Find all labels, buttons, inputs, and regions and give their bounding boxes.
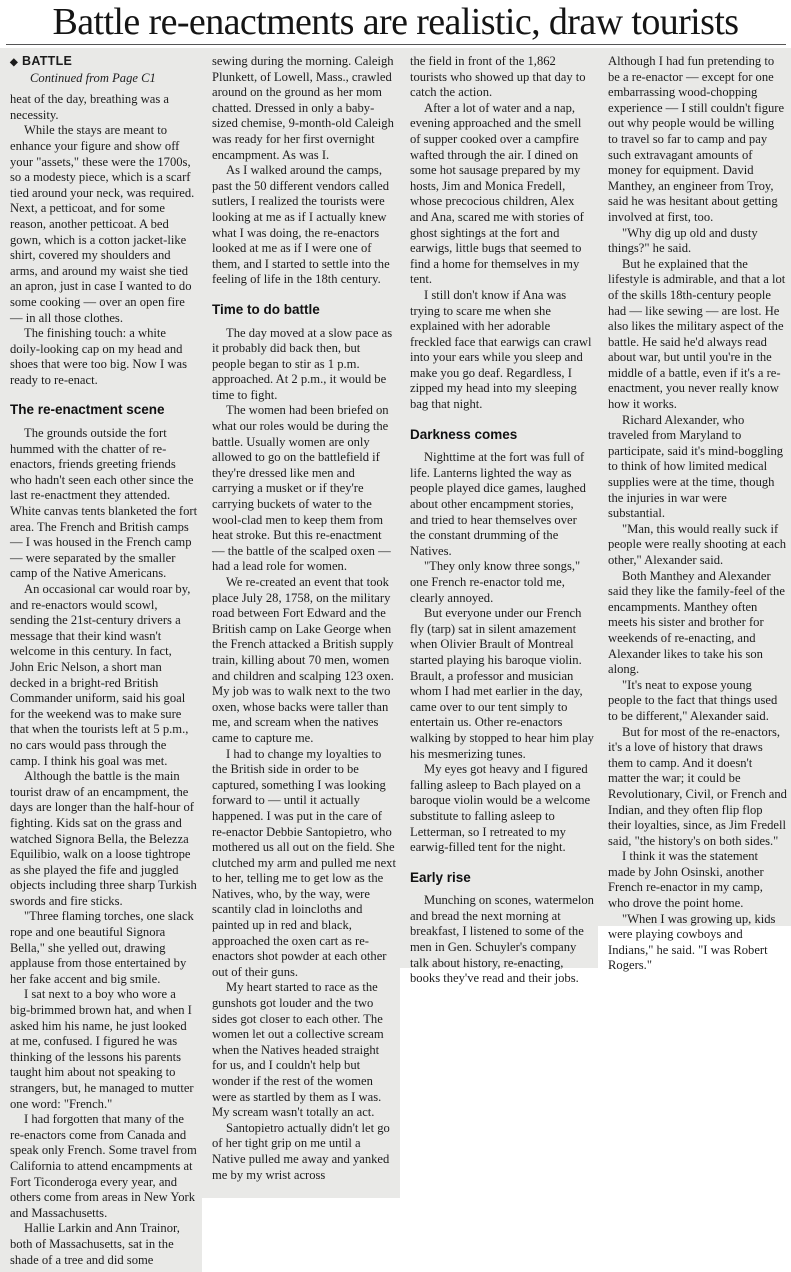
paragraph: We re-created an event that took place July 28, 1758, on the military road between Fort Edward and the British camp on Lake George when the French attacked a British supply train, killing about 70 men, women and children and scalping 123 oxen. My job was to walk next to the two oxen, whose backs were taller than me, and scream when the natives came to capture me. [212, 575, 394, 745]
paragraph: But he explained that the lifestyle is admirable, and that a lot of the skills 18th-century people had — like sewing — are lost. He also likes the military aspect of the battle. He said he'd always read about war, but until you're in the middle of a battle, even if it's a re-enactment, you never really know how it works. [608, 256, 786, 412]
paragraph: I sat next to a boy who wore a big-brimmed brown hat, and when I asked him his name, he just looked at me, confused. I figured he was thinking of the lessons his parents taught him about not speaking to strangers, but, he managed to mutter one word: "French." [10, 987, 194, 1111]
paragraph: I think it was the statement made by John Osinski, another French re-enactor in my camp, who drove the point home. [608, 849, 764, 911]
paragraph: Although the battle is the main tourist draw of an encampment, the days are longer than the half-hour of fighting. Kids sat on the grass and watched Signora Bella, the Belezza Equilibio, walk on a loose tightrope as she played the fife and juggled objects including three sharp Turkish swords and fire sticks. [10, 769, 197, 908]
paragraph: I had forgotten that many of the re-enactors come from Canada and speak only French. Some travel from California to attend encampments at Fort Ticonderoga every year, and others come from areas in New York and Massachusetts. [10, 1112, 197, 1220]
paragraph: My eyes got heavy and I figured falling asleep to Bach played on a baroque violin would be a welcome substitute to falling asleep to Letterman, so I retreated to my earwig-filled tent for the night. [410, 762, 591, 855]
paragraph: While the stays are meant to enhance your figure and show off your "assets," these were the 1700s, so a modesty piece, which is a scarf tied around your neck, was required. Next, a petticoat, and for some reason, another petticoat. A bed gown, which is a cotton jacket-like shirt, covered my shoulders and arms, and around my waist she tied an apron, just in case I wanted to do some cooking — over an open fire — in all those clothes. [10, 123, 195, 325]
article-column-3 [400, 48, 598, 986]
paragraph: The grounds outside the fort hummed with the chatter of re-enactors, friends greeting friends who hadn't seen each other since the last re-enactment they attended. White canvas tents blanketed the fort area. The French and British camps — I was housed in the French camp — were separated by the smaller camp of the Native Americans. [10, 426, 198, 581]
headline-rule [6, 44, 786, 45]
paragraph: the field in front of the 1,862 tourists who showed up that day to catch the action. [410, 54, 586, 100]
paragraph: After a lot of water and a nap, evening approached and the smell of supper cooked over a campfire wafted through the air. I dined on some hot sausage prepared by my hosts, Jim and Monica Fredell, whose precocious children, Alex and Ana, scared me with stories of ghost sightings at the fort and earwigs, little bugs that seemed to find a home for themselves in my tent. [410, 100, 584, 287]
subheading: Darkness comes [410, 426, 518, 442]
article-column-2 [202, 48, 400, 1198]
paragraph: "Three flaming torches, one slack rope and one beautiful Signora Bella," she yelled out, drawing applause from those entertained by her fake accent and big smile. [10, 909, 194, 986]
paragraph: But for most of the re-enactors, it's a love of history that draws them to camp. And it doesn't matter the war; it could be Revolutionary, Civil, or French and Indian, and they often flip flop their loyalties, since, as Jim Fredell said, "the history's on both sides." [608, 724, 787, 848]
paragraph: Munching on scones, watermelon and bread the next morning at breakfast, I listened to some of the men in Gen. Schuyler's company talk about history, re-enacting, books they've read and their jobs. [410, 893, 594, 986]
paragraph: The finishing touch: a white doily-looking cap on my head and shoes that were too big. Now I was ready to re-enact. [10, 326, 187, 387]
subheading: Time to do battle [212, 301, 320, 317]
paragraph: The day moved at a slow pace as it probably did back then, but people began to stir as 1 p.m. approached. At 2 p.m., it would be time to fight. [212, 325, 393, 402]
paragraph: Hallie Larkin and Ann Trainor, both of Massachusetts, sat in the shade of a tree and did some [10, 1221, 180, 1267]
paragraph: I had to change my loyalties to the British side in order to be captured, something I was looking forward to — until it actually happened. I was put in the care of re-enactor Debbie Santopietro, who mothered us all out on the field. She clutched my arm and pulled me next to her, telling me to get low as the Natives, who, by the way, were scantily clad in loincloths and painted up in red and black, approached the oxen cart as re-enactors shot powder at each other out of their guns. [212, 746, 396, 979]
paragraph: The women had been briefed on what our roles would be during the battle. Usually women are only allowed to go on the battlefield if they're dressed like men and carrying a musket or if they're carrying buckets of water to the wool-clad men to keep them from heat stroke. But this re-enactment — the battle of the scalped oxen — had a lead role for women. [212, 403, 391, 574]
headline: Battle re-enactments are realistic, draw tourists [52, 1, 739, 43]
paragraph: Richard Alexander, who traveled from Maryland to participate, said it's mind-boggling to think of how limited medical supplies were at the time, though the injuries in war were substantial. [608, 412, 784, 521]
paragraph: Santopietro actually didn't let go of her tight grip on me until a Native pulled me away and yanked me by my wrist across [212, 1120, 390, 1182]
article-column-1 [0, 48, 202, 1272]
paragraph: sewing during the morning. Caleigh Plunkett, of Lowell, Mass., crawled around on the ground as her mom chatted. Dressed in only a baby-sized chemise, 9-month-old Caleigh was ready for her first overnight encampment. As was I. [212, 54, 394, 162]
paragraph: An occasional car would roar by, and re-enactors would scowl, sending the 21st-century drivers a message that their kind wasn't welcome in this century. In fact, John Eric Nelson, a short man decked in a bright-red British Commander uniform, said his goal for the weekend was to make sure that when the tourists left at 5 p.m., no cars would pass through the camp. I think his goal was met. [10, 582, 191, 768]
paragraph: Nighttime at the fort was full of life. Lanterns lighted the way as people played dice games, laughed about other encampment stories, and tried to hear themselves over the constant drumming of the Natives. [410, 450, 586, 558]
paragraph: "Why dig up old and dusty things?" he said. [608, 225, 758, 256]
subheading: Early rise [410, 869, 471, 885]
article-column-4 [598, 48, 791, 973]
paragraph: My heart started to race as the gunshots got louder and the two sides got closer to each other. The women let out a collective scream when the Natives headed straight for us, and I couldn't help but wonder if the rest of the women were as startled by them as I was. My scream wasn't totally an act. [212, 980, 384, 1120]
paragraph: But everyone under our French fly (tarp) sat in silent amazement when Olivier Brault of Montreal started playing his baroque violin. Brault, a professor and musician whom I had met earlier in the day, came over to our tent simply to entertain us. Other re-enactors walking by stopped to hear him play his mesmerizing tunes. [410, 606, 594, 761]
diamond-icon: ◆ [10, 57, 18, 68]
paragraph: I still don't know if Ana was trying to scare me when she explained with her adorable freckled face that earwigs can crawl into your ears while you sleep and make you go deaf. Regardless, I zipped my head into my sleeping bag that night. [410, 287, 592, 412]
paragraph: Although I had fun pretending to be a re-enactor — except for one embarrassing wood-chopping experience — I still couldn't figure out why people would be willing to travel so far to camp and pay such extravagant amounts of money for equipment. David Manthey, an engineer from Troy, said he was hesitant about getting involved at first, too. [608, 54, 785, 224]
paragraph: Both Manthey and Alexander said they like the family-feel of the encampments. Manthey often meets his sister and brother for weekends of re-enacting, and Alexander likes to take his son along. [608, 568, 785, 677]
paragraph: "When I was growing up, kids were playing cowboys and Indians," he said. "I was Robert Rogers." [608, 911, 776, 973]
continued-line: Continued from Page C1 [30, 70, 156, 85]
subheading: The re-enactment scene [10, 402, 165, 418]
paragraph: "They only know three songs," one French re-enactor told me, clearly annoyed. [410, 559, 581, 605]
paragraph: heat of the day, breathing was a necessity. [10, 92, 169, 122]
paragraph: As I walked around the camps, past the 50 different vendors called sutlers, I realized the tourists were looking at me as if I actually knew what I was doing, the re-enactors looked at me as if I were one of them, and I started to settle into the feeling of life in the 18th century. [212, 163, 390, 287]
kicker [10, 54, 198, 71]
kicker-label: BATTLE [22, 54, 73, 68]
paragraph: "Man, this would really suck if people were really shooting at each other," Alexander said. [608, 521, 786, 567]
paragraph: "It's neat to expose young people to the fact that things used to be different," Alexander said. [608, 677, 778, 723]
